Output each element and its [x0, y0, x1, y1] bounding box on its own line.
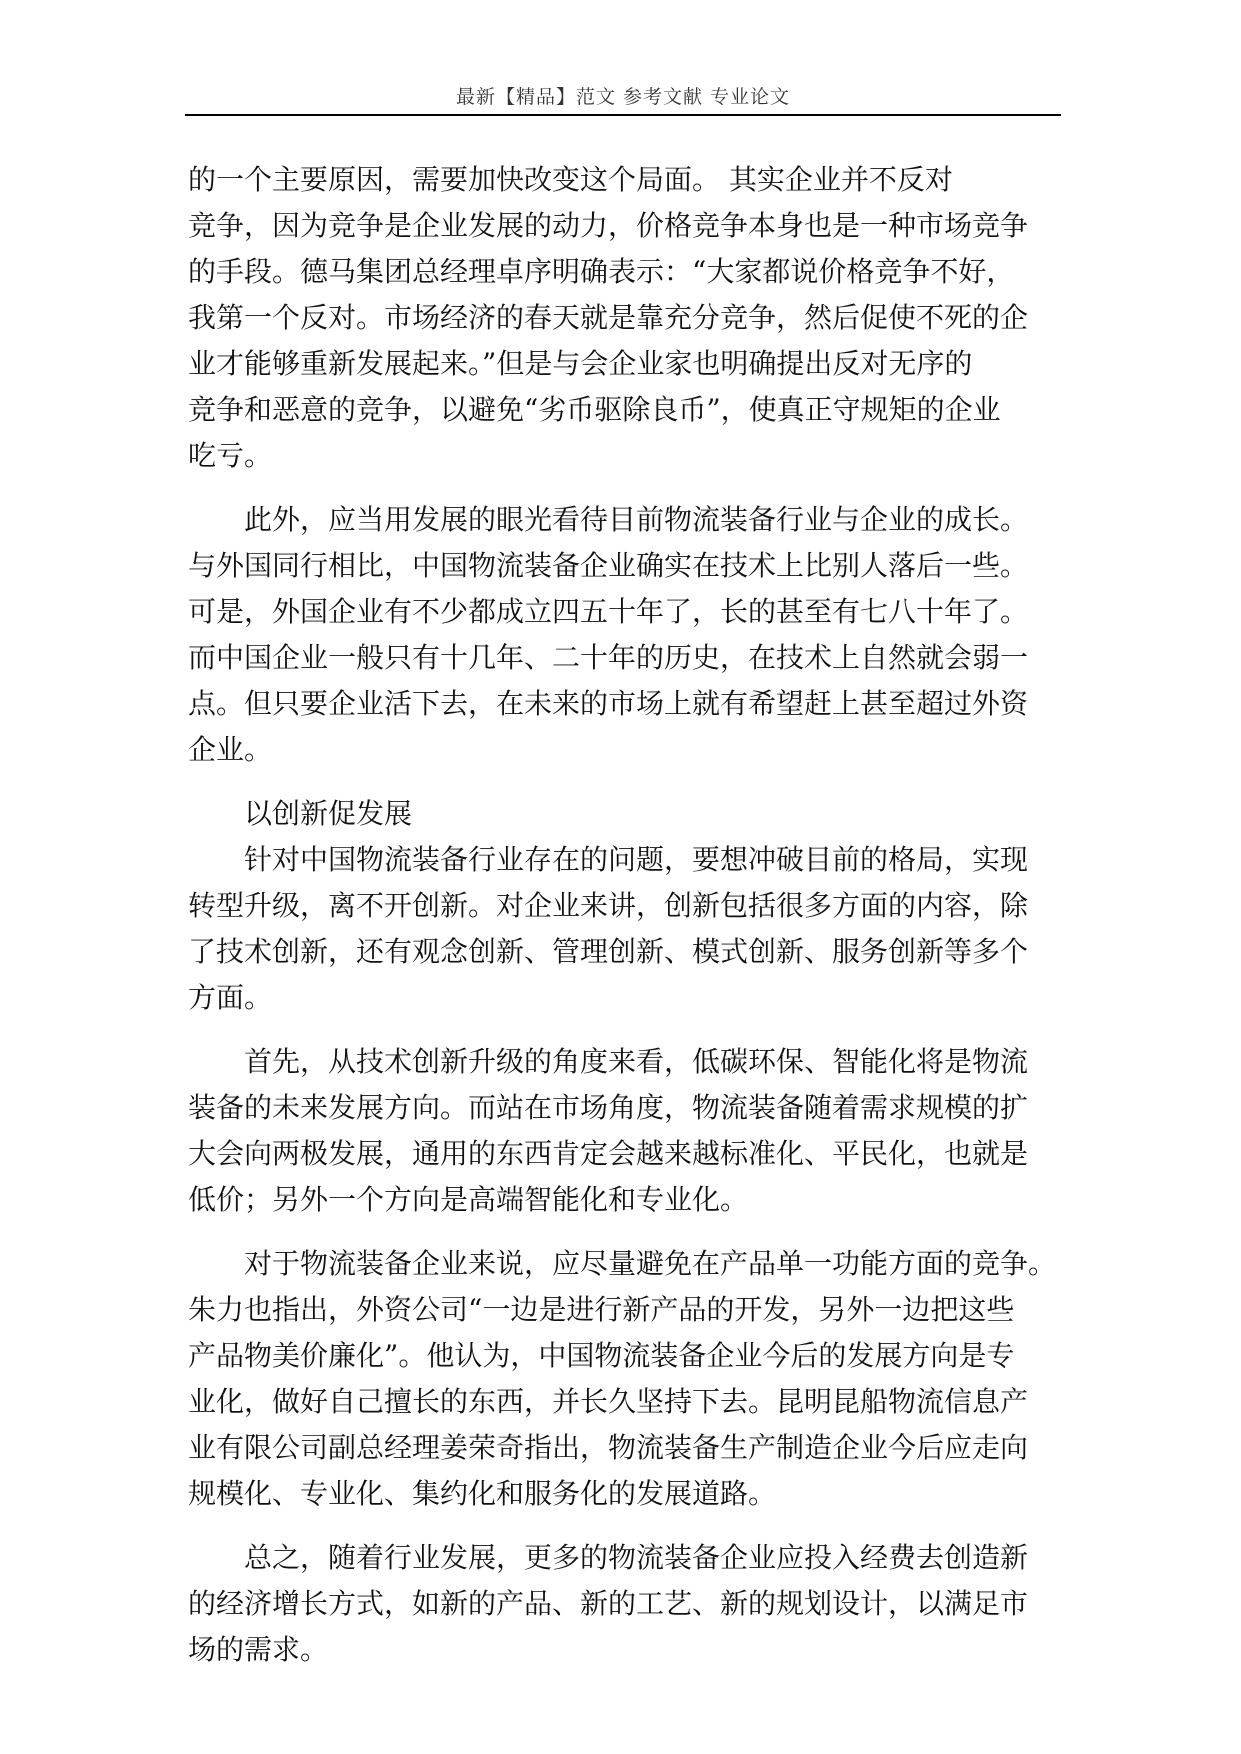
document-body: [188, 157, 1068, 1673]
text-line: 规模化、专业化、集约化和服务化的发展道路。: [188, 1477, 777, 1510]
page-header: 最新【精品】范文 参考文献 专业论文: [455, 86, 791, 108]
text-line: 与外国同行相比，中国物流装备企业确实在技术上比别人落后一些。: [188, 549, 1029, 582]
paragraph-first-line: 对于物流装备企业来说，应尽量避免在产品单一功能方面的竞争。: [244, 1247, 1057, 1280]
text-line: 竞争，因为竞争是企业发展的动力，价格竞争本身也是一种市场竞争: [188, 209, 1029, 242]
text-line: 业才能够重新发展起来。”但是与会企业家也明确提出反对无序的: [188, 347, 973, 380]
text-line: 朱力也指出，外资公司“一边是进行新产品的开发，另外一边把这些: [188, 1293, 1015, 1326]
text-line: 场的需求。: [188, 1633, 329, 1666]
text-line: 的手段。德马集团总经理卓序明确表示：“大家都说价格竞争不好，: [188, 255, 1015, 288]
paragraph-first-line: 针对中国物流装备行业存在的问题，要想冲破目前的格局，实现: [244, 843, 1029, 876]
text-line: 企业。: [188, 733, 273, 766]
paragraph-first-line: 首先，从技术创新升级的角度来看，低碳环保、智能化将是物流: [244, 1045, 1029, 1078]
text-line: 我第一个反对。市场经济的春天就是靠充分竞争，然后促使不死的企: [188, 301, 1029, 334]
text-line: 而中国企业一般只有十几年、二十年的历史，在技术上自然就会弱一: [188, 641, 1029, 674]
text-line: 业化，做好自己擅长的东西，并长久坚持下去。昆明昆船物流信息产: [188, 1385, 1029, 1418]
text-line: 可是，外国企业有不少都成立四五十年了，长的甚至有七八十年了。: [188, 595, 1029, 628]
text-line: 产品物美价廉化”。他认为，中国物流装备企业今后的发展方向是专: [188, 1339, 1015, 1372]
text-line: 的一个主要原因，需要加快改变这个局面。 其实企业并不反对: [188, 163, 953, 196]
text-line: 方面。: [188, 981, 273, 1014]
header-divider: [185, 114, 1061, 116]
paragraph-first-line: 此外，应当用发展的眼光看待目前物流装备行业与企业的成长。: [244, 503, 1029, 536]
text-line: 竞争和恶意的竞争，以避免“劣币驱除良币”，使真正守规矩的企业: [188, 393, 1001, 426]
section-heading: 以创新促发展: [244, 797, 413, 830]
text-line: 业有限公司副总经理姜荣奇指出，物流装备生产制造企业今后应走向: [188, 1431, 1029, 1464]
text-line: 大会向两极发展，通用的东西肯定会越来越标准化、平民化，也就是: [188, 1137, 1029, 1170]
text-line: 的经济增长方式，如新的产品、新的工艺、新的规划设计，以满足市: [188, 1587, 1029, 1620]
text-line: 吃亏。: [188, 439, 273, 472]
text-line: 转型升级，离不开创新。对企业来讲，创新包括很多方面的内容，除: [188, 889, 1029, 922]
text-line: 低价；另外一个方向是高端智能化和专业化。: [188, 1183, 749, 1216]
text-line: 装备的未来发展方向。而站在市场角度，物流装备随着需求规模的扩: [188, 1091, 1029, 1124]
text-line: 了技术创新，还有观念创新、管理创新、模式创新、服务创新等多个: [188, 935, 1029, 968]
paragraph-first-line: 总之，随着行业发展，更多的物流装备企业应投入经费去创造新: [244, 1541, 1029, 1574]
text-line: 点。但只要企业活下去，在未来的市场上就有希望赶上甚至超过外资: [188, 687, 1029, 720]
